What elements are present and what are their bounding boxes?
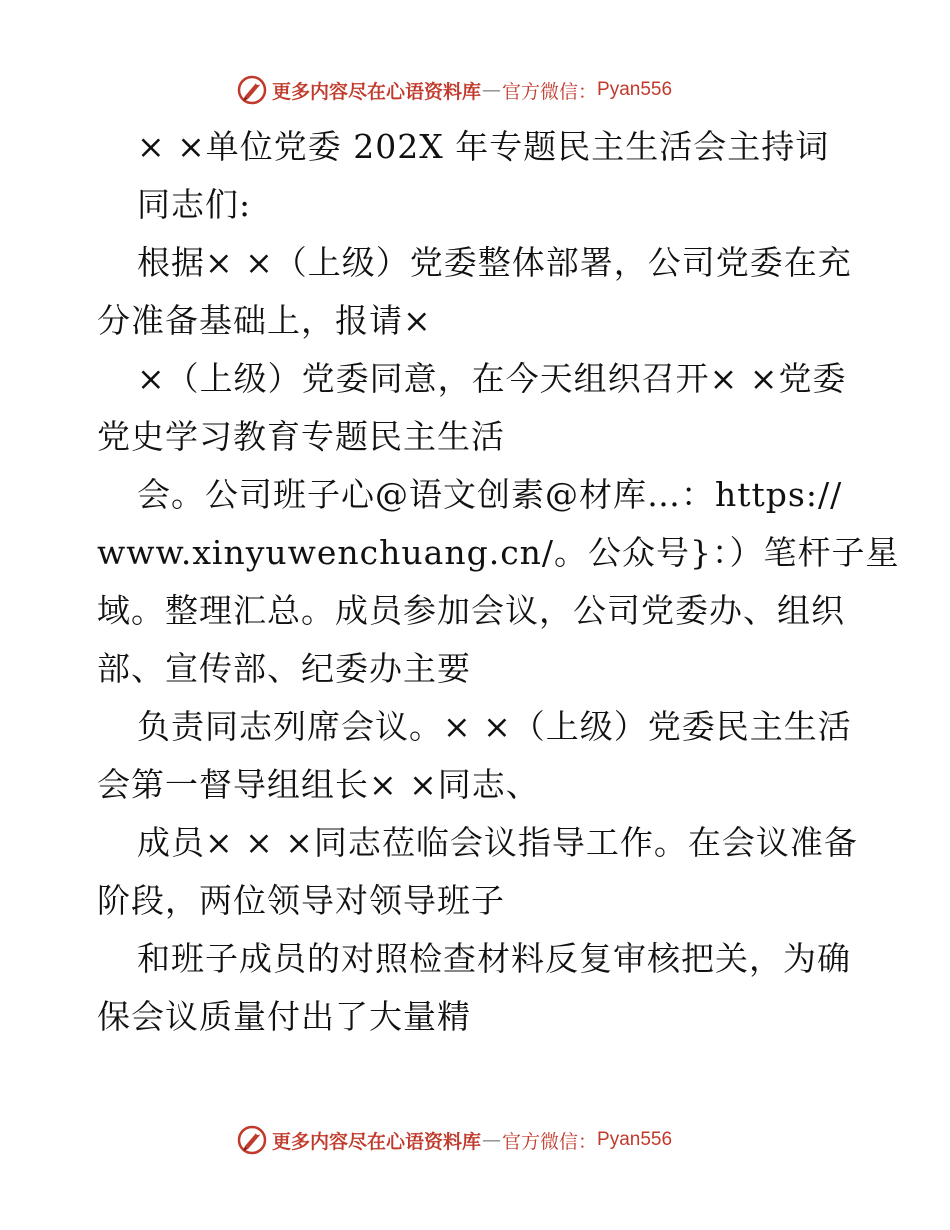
pen-seal-logo-icon xyxy=(236,74,268,106)
paragraph-line: 域。整理汇总。成员参加会议，公司党委办、组织 xyxy=(97,591,845,630)
banner-main-text: 更多内容尽在心语资料库 xyxy=(272,1130,482,1153)
salutation: 同志们: xyxy=(137,185,252,224)
paragraph-line: 根据× ×（上级）党委整体部署，公司党委在充 xyxy=(137,243,852,282)
banner-dash: — xyxy=(482,79,502,101)
paragraph-line: 阶段，两位领导对领导班子 xyxy=(97,881,505,920)
paragraph-line: 部、宣传部、纪委办主要 xyxy=(97,649,471,688)
banner-main-text: 更多内容尽在心语资料库 xyxy=(272,80,482,103)
paragraph-line: 会第一督导组组长× ×同志、 xyxy=(97,765,540,804)
footer-banner xyxy=(236,1123,672,1157)
banner-contact-id: Pyan556 xyxy=(597,1129,673,1150)
paragraph-line: 和班子成员的对照检查材料反复审核把关，为确 xyxy=(137,939,851,978)
banner-contact-id: Pyan556 xyxy=(597,79,673,100)
banner-dash: — xyxy=(482,1129,502,1151)
pen-seal-logo-icon xyxy=(236,1124,268,1156)
paragraph-line: 分准备基础上，报请× xyxy=(97,301,432,340)
paragraph-line: 会。公司班子心@语文创素@材库…：https:// xyxy=(137,475,843,514)
document-title: × ×单位党委 202X 年专题民主生活会主持词 xyxy=(137,127,830,166)
paragraph-line: www.xinyuwenchuang.cn/。公众号}：）笔杆子星 xyxy=(97,533,900,572)
banner-contact-label: 官方微信： xyxy=(502,1130,598,1153)
paragraph-line: 党史学习教育专题民主生活 xyxy=(97,417,505,456)
paragraph-line: ×（上级）党委同意，在今天组织召开× ×党委 xyxy=(137,359,847,398)
document-body xyxy=(97,118,900,1046)
paragraph-line: 负责同志列席会议。× ×（上级）党委民主生活 xyxy=(137,707,852,746)
banner-contact-label: 官方微信： xyxy=(502,80,598,103)
paragraph-line: 成员× × ×同志莅临会议指导工作。在会议准备 xyxy=(137,823,858,862)
paragraph-line: 保会议质量付出了大量精 xyxy=(97,997,471,1036)
header-banner xyxy=(236,73,672,107)
